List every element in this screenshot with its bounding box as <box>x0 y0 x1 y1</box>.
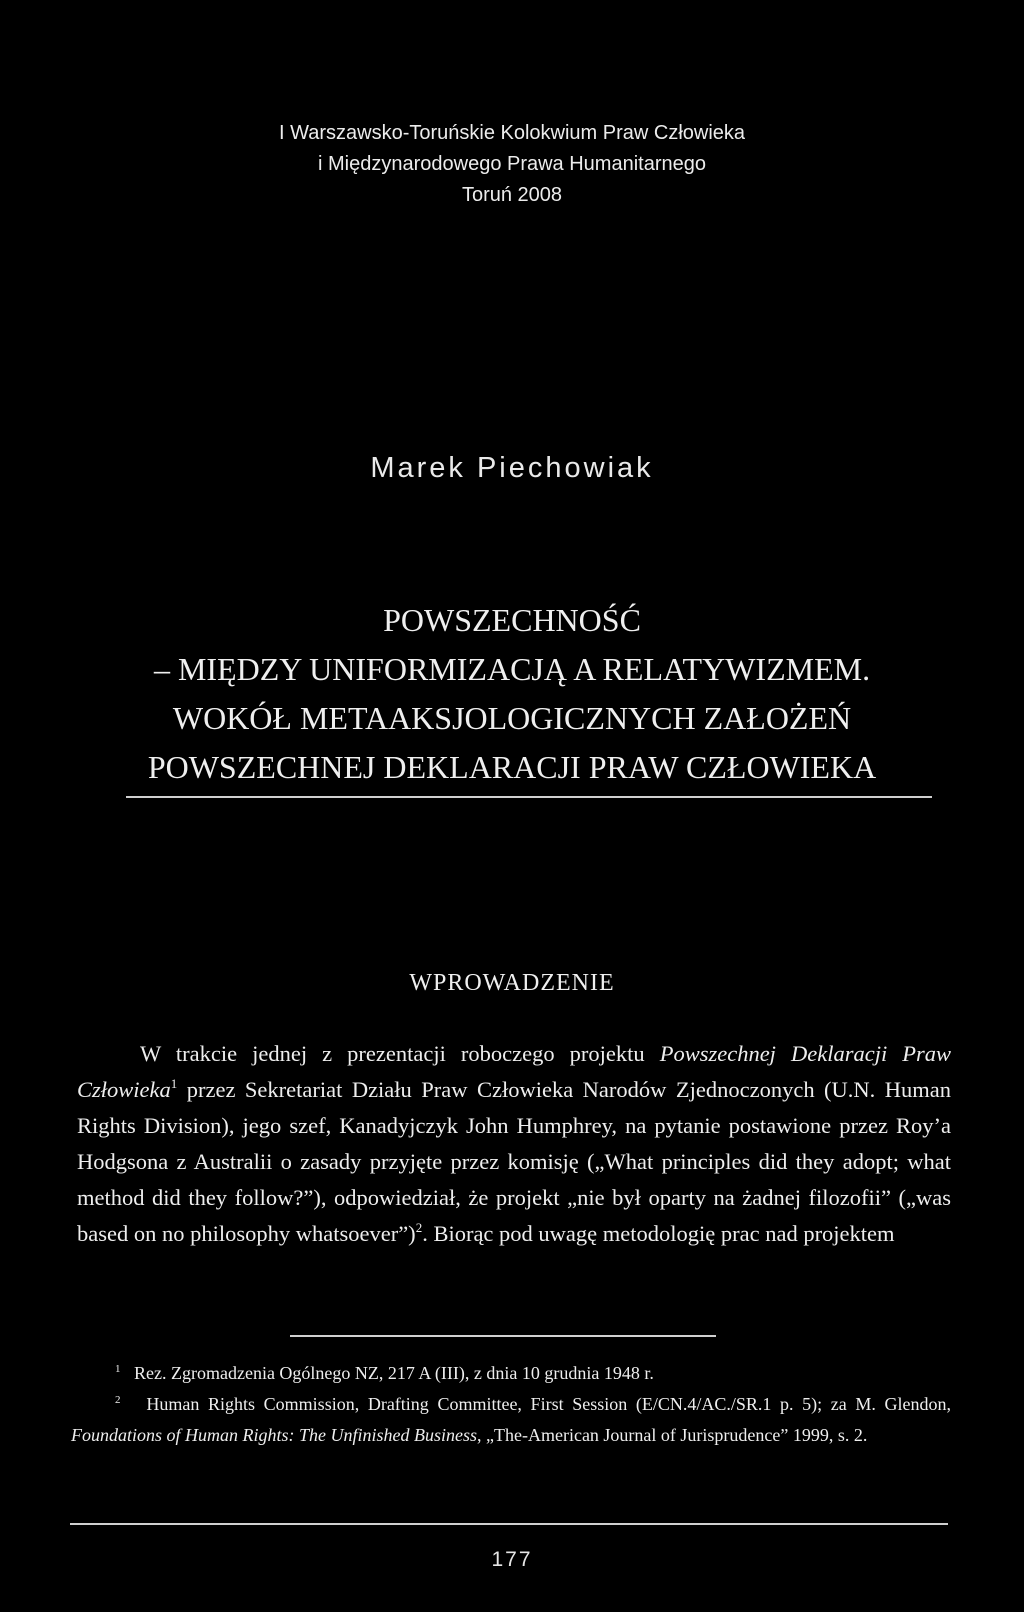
paragraph-italic-title: Powszechnej Deklaracji Praw Człowieka <box>77 1041 951 1102</box>
paragraph-text-1: W trakcie jednej z prezentacji roboczego projektu <box>140 1041 660 1066</box>
title-line-1: POWSZECHNOŚĆ <box>383 602 641 638</box>
footnote-2-text-b: , „The-American Journal of Jurisprudence” 1999, s. 2. <box>477 1425 868 1445</box>
article-title <box>0 596 1024 792</box>
body-paragraph <box>77 1036 951 1252</box>
footnote-2-text-a: Human Rights Commission, Drafting Committee, First Session (E/CN.4/AC./SR.1 p. 5); za M. Glendon, <box>146 1394 952 1414</box>
paragraph-text-3: . Biorąc pod uwagę metodologię prac nad projektem <box>422 1221 895 1246</box>
footnote-ref-1: 1 <box>170 1076 178 1091</box>
footnote-separator <box>290 1335 716 1337</box>
footnote-1 <box>71 1358 951 1389</box>
footnote-1-text: Rez. Zgromadzenia Ogólnego NZ, 217 A (III), z dnia 10 grudnia 1948 r. <box>134 1363 654 1383</box>
page-bottom-rule <box>70 1523 948 1525</box>
footnote-1-mark: 1 <box>115 1363 121 1375</box>
title-line-4: POWSZECHNEJ DEKLARACJI PRAW CZŁOWIEKA <box>147 749 877 785</box>
footnote-2-italic: Foundations of Human Rights: The Unfinished Business <box>71 1425 477 1445</box>
footnote-2 <box>71 1389 951 1451</box>
place-year: Toruń 2008 <box>461 184 563 206</box>
paragraph-text-2: przez Sekretariat Działu Praw Człowieka Narodów Zjednoczonych (U.N. Human Rights Division), jego szef, Kanadyjczyk John Humphrey, na pytanie postawione przez Roy’a Hodgsona z Australii o zasady przyjęte przez komisję („What principles did they adopt; what method did they follow?”), odpowiedział, że projekt „nie był oparty na żadnej filozofii” („was based on no philosophy whatsoever”) <box>77 1077 951 1246</box>
author-name: Marek Piechowiak <box>370 452 654 484</box>
footnotes <box>71 1358 951 1451</box>
title-line-2: – MIĘDZY UNIFORMIZACJĄ A RELATYWIZMEM. <box>153 651 871 687</box>
footnote-2-mark: 2 <box>115 1394 121 1406</box>
footnote-ref-2: 2 <box>415 1220 423 1235</box>
title-line-3: WOKÓŁ METAAKSJOLOGICZNYCH ZAŁOŻEŃ <box>172 700 852 736</box>
colloquium-header <box>0 118 1024 211</box>
colloquium-line-2: i Międzynarodowego Prawa Humanitarnego <box>318 153 706 175</box>
title-divider <box>126 796 932 798</box>
section-heading: WPROWADZENIE <box>409 970 615 996</box>
page-number: 177 <box>491 1548 533 1571</box>
colloquium-line-1: I Warszawsko-Toruńskie Kolokwium Praw Człowieka <box>278 122 746 144</box>
